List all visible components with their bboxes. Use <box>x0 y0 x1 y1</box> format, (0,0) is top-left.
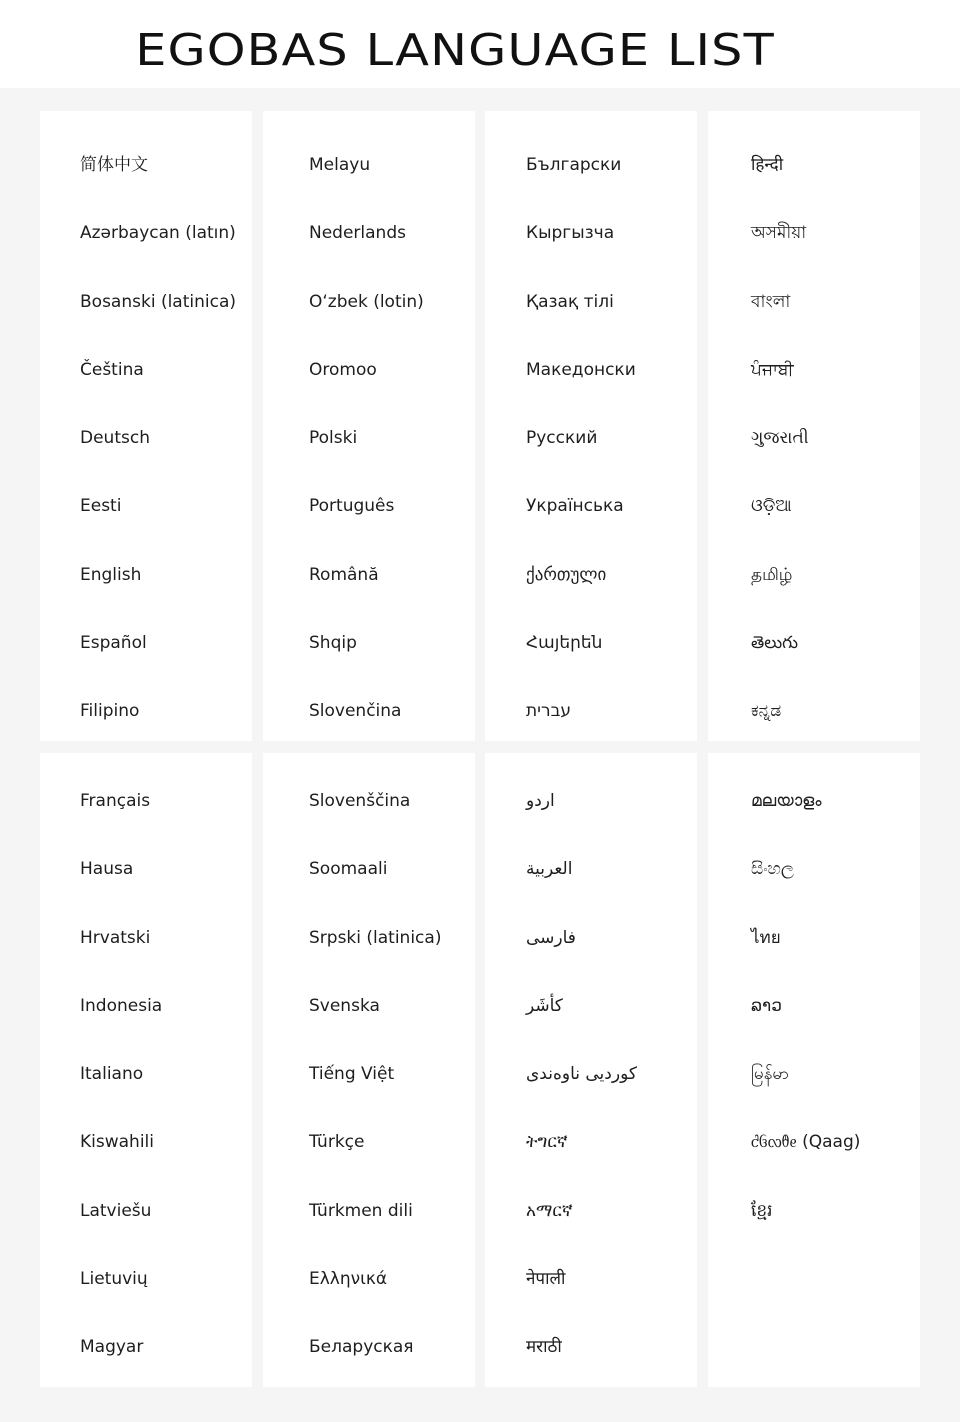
language-item: کوردیی ناوەندی <box>526 1064 637 1085</box>
language-item: മലയാളം <box>751 791 822 811</box>
language-card <box>708 111 920 741</box>
language-item: Հայերեն <box>526 633 603 654</box>
language-item: ไทย <box>751 927 781 948</box>
language-item: Shqip <box>309 633 357 654</box>
language-item: Tiếng Việt <box>309 1064 395 1085</box>
language-item: Slovenčina <box>309 701 402 722</box>
language-item: Nederlands <box>309 223 406 244</box>
language-item: Hausa <box>80 859 134 880</box>
language-item: Беларуская <box>309 1337 414 1358</box>
language-list <box>263 133 475 748</box>
language-item: Français <box>80 791 151 811</box>
language-item: Română <box>309 564 379 585</box>
language-item: English <box>80 564 142 585</box>
language-list <box>263 769 475 1384</box>
language-item: ትግርኛ <box>526 1132 568 1153</box>
language-item: ქართული <box>526 564 607 585</box>
language-item: Kiswahili <box>80 1132 154 1153</box>
language-item: Bosanski (latinica) <box>80 291 236 312</box>
language-item: Türkçe <box>309 1132 365 1153</box>
language-card <box>485 111 697 741</box>
language-item: Español <box>80 633 147 654</box>
language-item: Polski <box>309 428 358 449</box>
page-title: EGOBAS LANGUAGE LIST <box>135 25 775 76</box>
language-item: 简体中文 <box>80 155 148 175</box>
language-item: Oromoo <box>309 359 377 380</box>
language-item: Deutsch <box>80 428 150 449</box>
language-item: Oʻzbek (lotin) <box>309 291 424 312</box>
language-item: Eesti <box>80 496 122 517</box>
language-item: ខ្មែរ <box>751 1200 773 1221</box>
language-item: Italiano <box>80 1064 144 1085</box>
language-list <box>708 769 920 1247</box>
language-card <box>263 111 475 741</box>
language-item: ᦺᦑᦟᦹᧉ (Qaag) <box>751 1132 861 1153</box>
language-item: Кыргызча <box>526 223 615 244</box>
language-item: Lietuvių <box>80 1269 148 1290</box>
language-item: Magyar <box>80 1337 144 1358</box>
language-item: Türkmen dili <box>309 1200 413 1221</box>
language-item: Ελληνικά <box>309 1269 388 1290</box>
language-item: Soomaali <box>309 859 388 880</box>
language-item: Русский <box>526 428 598 449</box>
language-item: मराठी <box>526 1337 562 1358</box>
language-item: Македонски <box>526 359 636 380</box>
language-item: ಕನ್ನಡ <box>751 701 782 722</box>
language-item: Українська <box>526 496 624 517</box>
language-item: தமிழ் <box>751 564 793 585</box>
language-item: ລາວ <box>751 995 782 1016</box>
language-list <box>708 133 920 748</box>
language-item: العربية <box>526 859 573 880</box>
language-item: नेपाली <box>526 1269 566 1290</box>
language-item: বাংলা <box>751 291 791 312</box>
language-item: فارسی <box>526 927 576 948</box>
language-item: Svenska <box>309 995 380 1016</box>
language-card <box>40 111 252 741</box>
language-item: Slovenščina <box>309 791 411 811</box>
language-item: Srpski (latinica) <box>309 927 442 948</box>
language-item: ગુજરાતી <box>751 428 809 449</box>
language-list <box>485 133 697 748</box>
language-item: Hrvatski <box>80 927 151 948</box>
language-card <box>40 753 252 1387</box>
language-card <box>708 753 920 1387</box>
language-item: සිංහල <box>751 859 794 880</box>
language-item: ਪੰਜਾਬੀ <box>751 359 794 380</box>
language-item: తెలుగు <box>751 633 798 654</box>
language-card <box>485 753 697 1387</box>
language-item: မြန်မာ <box>751 1064 790 1085</box>
language-item: Български <box>526 155 622 175</box>
header <box>0 0 960 88</box>
language-item: অসমীয়া <box>751 223 807 244</box>
language-list <box>485 769 697 1384</box>
language-item: اردو <box>526 791 555 811</box>
language-item: Қазақ тілі <box>526 291 614 312</box>
language-item: Melayu <box>309 155 371 175</box>
language-item: Latviešu <box>80 1200 152 1221</box>
language-item: Indonesia <box>80 995 163 1016</box>
language-list <box>40 133 252 748</box>
language-item: ଓଡ଼ିଆ <box>751 496 792 517</box>
language-item: كأشَر <box>526 995 563 1016</box>
language-card <box>263 753 475 1387</box>
language-item: Čeština <box>80 359 144 380</box>
language-item: Filipino <box>80 701 140 722</box>
language-item: עברית <box>526 701 572 722</box>
language-item: Azərbaycan (latın) <box>80 223 236 244</box>
language-list <box>40 769 252 1384</box>
language-item: हिन्दी <box>751 155 784 175</box>
language-item: Português <box>309 496 395 517</box>
language-item: አማርኛ <box>526 1200 573 1221</box>
